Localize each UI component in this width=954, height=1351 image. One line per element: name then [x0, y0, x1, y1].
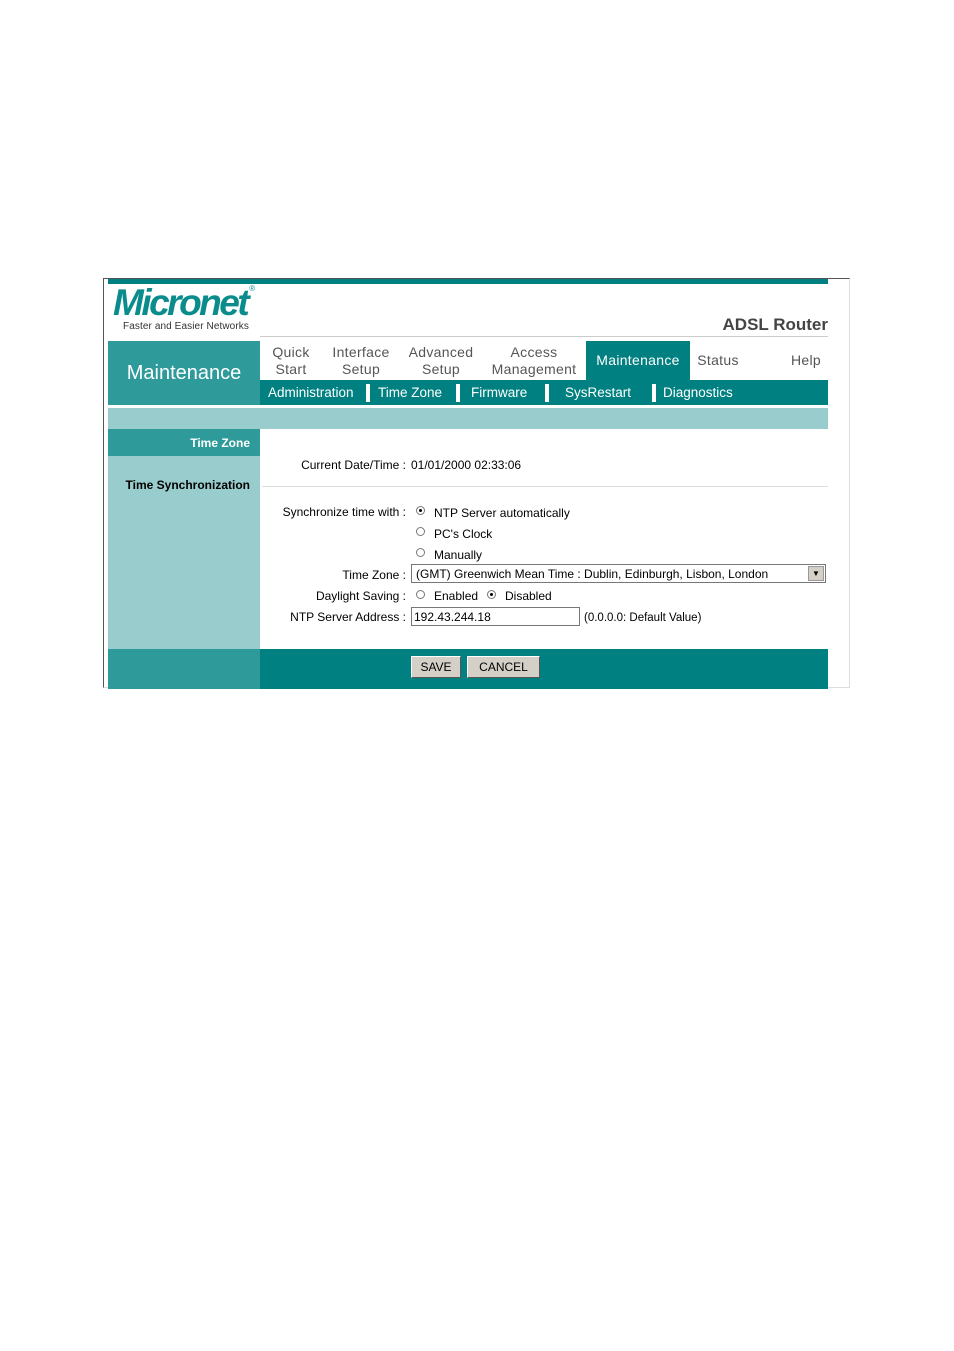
nav-interface-setup[interactable] — [326, 341, 396, 380]
radio-pc-clock[interactable] — [416, 527, 425, 536]
current-datetime-value: 01/01/2000 02:33:06 — [411, 458, 522, 472]
ntp-server-input-box[interactable] — [411, 607, 580, 626]
chevron-down-icon[interactable]: ▼ — [808, 566, 824, 581]
logo-tagline: Faster and Easier Networks — [123, 321, 249, 332]
nav-advanced-setup[interactable] — [402, 341, 480, 380]
sidebar-item-time-synchronization: Time Synchronization — [125, 478, 250, 492]
nav-label-line2: Setup — [421, 360, 461, 377]
option-dst-enabled-label: Enabled — [434, 589, 479, 603]
option-dst-disabled-label: Disabled — [505, 589, 552, 603]
nav-access-management[interactable] — [484, 341, 584, 380]
radio-dst-enabled[interactable] — [416, 590, 425, 599]
option-pc-clock-label: PC's Clock — [434, 527, 493, 541]
nav-label: Status — [697, 352, 739, 368]
sidebar — [108, 429, 260, 649]
logo-word: Micronet — [113, 282, 248, 323]
nav-label-line2: Management — [491, 360, 577, 377]
option-ntp-server-label: NTP Server automatically — [434, 506, 570, 520]
section-divider — [262, 486, 828, 487]
main-nav — [260, 341, 828, 380]
sync-label: Synchronize time with : — [282, 505, 406, 519]
subnav-time-zone[interactable]: Time Zone — [378, 385, 443, 400]
ntp-server-input[interactable] — [412, 609, 579, 626]
time-zone-label: Time Zone : — [342, 568, 406, 582]
micronet-logo — [113, 282, 256, 332]
nav-label-line1: Access — [510, 343, 558, 360]
current-datetime-label: Current Date/Time : — [301, 458, 406, 472]
content-strip — [108, 408, 828, 429]
daylight-saving-label: Daylight Saving : — [315, 589, 406, 603]
cancel-button[interactable]: CANCEL — [467, 656, 540, 678]
nav-label: Help — [791, 352, 821, 368]
nav-maintenance[interactable] — [586, 341, 690, 380]
nav-label-line1: Interface — [332, 343, 390, 360]
ntp-server-hint: (0.0.0.0: Default Value) — [584, 612, 702, 624]
subnav-firmware[interactable]: Firmware — [471, 385, 528, 400]
radio-manually[interactable] — [416, 548, 425, 557]
option-manually-label: Manually — [434, 548, 483, 562]
subnav-separator — [456, 384, 460, 402]
subnav-diagnostics[interactable]: Diagnostics — [663, 385, 733, 400]
ntp-server-label: NTP Server Address : — [290, 610, 406, 624]
nav-status[interactable] — [692, 341, 744, 380]
time-zone-value: (GMT) Greenwich Mean Time : Dublin, Edinburgh, Lisbon, London — [416, 567, 769, 581]
header-divider — [260, 336, 828, 337]
registered-mark: ® — [249, 284, 256, 293]
subnav-administration[interactable]: Administration — [268, 385, 354, 400]
radio-ntp-server[interactable] — [416, 506, 425, 515]
nav-label-line1: Quick — [272, 343, 310, 360]
save-button[interactable]: SAVE — [411, 656, 461, 678]
footer-left — [108, 649, 260, 689]
radio-dst-disabled[interactable] — [487, 590, 496, 599]
nav-quick-start[interactable] — [262, 341, 320, 380]
subnav-separator — [545, 384, 549, 402]
nav-label-line1: Advanced — [408, 343, 474, 360]
product-name: ADSL Router — [722, 315, 828, 334]
section-title: Maintenance — [108, 341, 260, 405]
nav-help[interactable] — [784, 341, 828, 380]
subnav-separator — [652, 384, 656, 402]
nav-label: Maintenance — [596, 352, 680, 368]
sub-nav — [260, 380, 828, 405]
subnav-sysrestart[interactable]: SysRestart — [565, 385, 632, 400]
nav-label-line2: Setup — [341, 360, 381, 377]
subnav-separator — [366, 384, 370, 402]
nav-label-line2: Start — [275, 360, 307, 377]
time-zone-select[interactable] — [411, 564, 826, 583]
sidebar-item-time-zone: Time Zone — [108, 429, 260, 456]
